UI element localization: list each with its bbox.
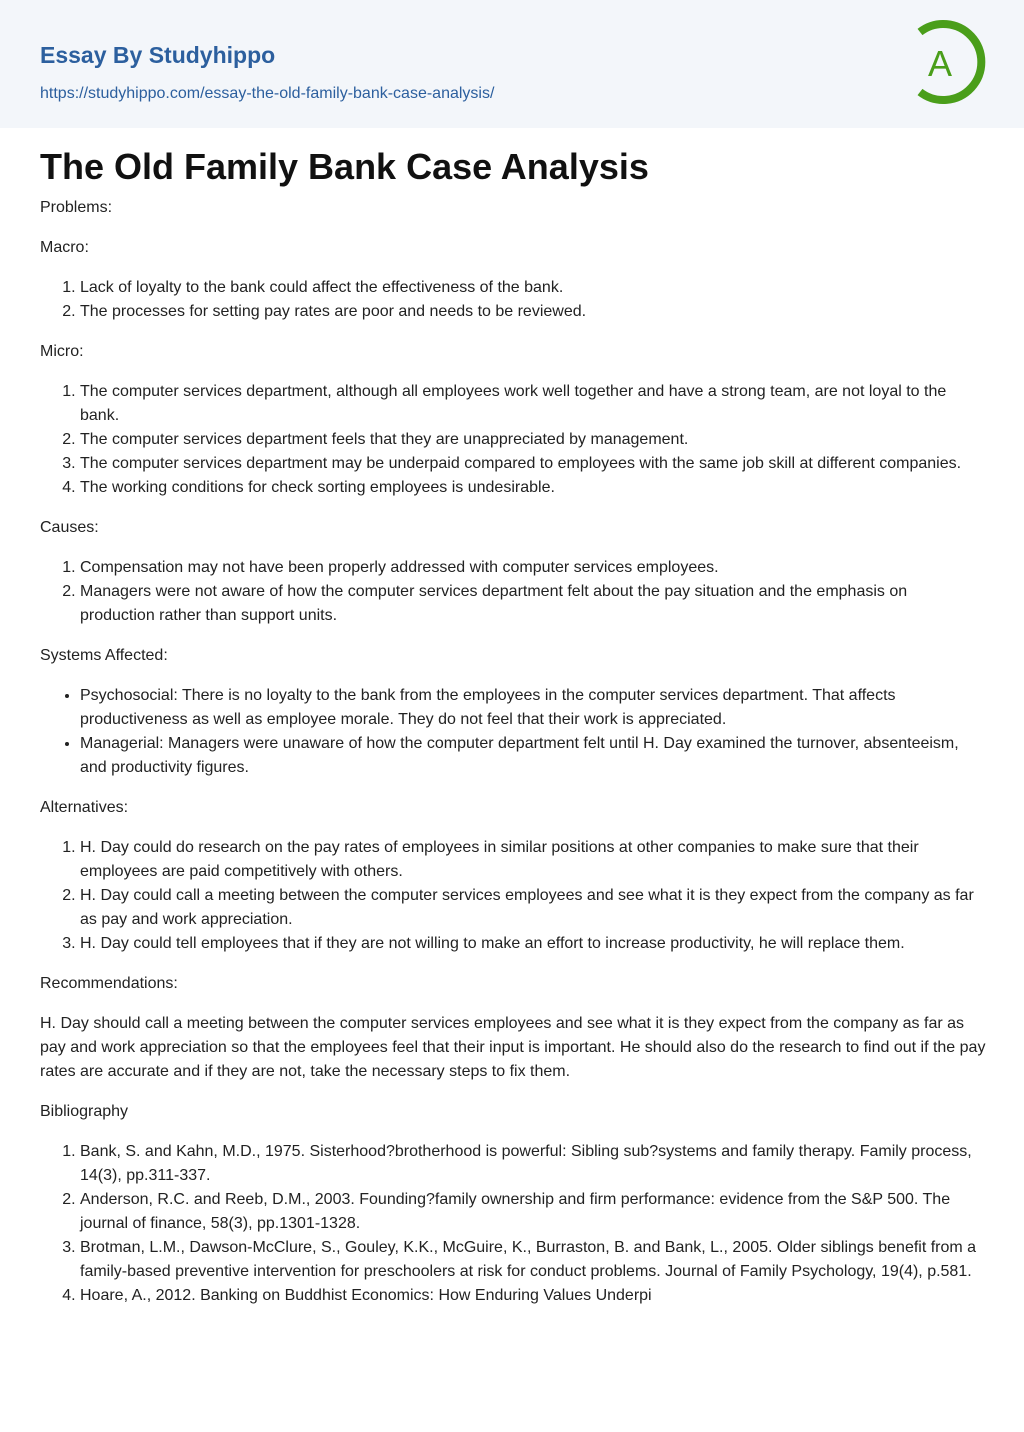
recommendations-paragraph: H. Day should call a meeting between the computer services employees and see what it is they expect from the company as far as pay and work appreciation so that the employees feel that their input is important. He should also do the research to find out if the pay rates are accurate and if they are not, take the necessary steps to fix them. <box>40 1015 986 1080</box>
page-title: The Old Family Bank Case Analysis <box>40 146 649 187</box>
section-heading-systems-affected: Systems Affected: <box>40 647 168 664</box>
list-item: 4. The working conditions for check sorting employees is undesirable. <box>80 476 986 500</box>
svg-text:A: A <box>927 43 953 84</box>
alternatives-list <box>40 836 986 956</box>
section-heading-bibliography: Bibliography <box>40 1103 129 1120</box>
macro-list <box>40 276 986 324</box>
bibliography-item: 3. Brotman, L.M., Dawson-McClure, S., Gouley, K.K., McGuire, K., Burraston, B. and Bank, L., 2005. Older siblings benefit from a family-based preventive intervention for preschoolers at risk for conduct problems. Journal of Family Psychology, 19(4), p.581. <box>80 1236 986 1284</box>
list-item: 3. H. Day could tell employees that if they are not willing to make an effort to increase productivity, he will replace them. <box>80 932 986 956</box>
list-item: 2. The computer services department feels that they are unappreciated by management. <box>80 428 986 452</box>
systems-list <box>40 684 986 780</box>
section-heading-macro: Macro: <box>40 239 89 256</box>
list-item: 2. The processes for setting pay rates are poor and needs to be reviewed. <box>80 300 986 324</box>
section-heading-causes: Causes: <box>40 519 99 536</box>
essay-body <box>40 196 986 1324</box>
bibliography-list <box>40 1140 986 1308</box>
bibliography-item: 1. Bank, S. and Kahn, M.D., 1975. Sisterhood?brotherhood is powerful: Sibling sub?systems and family therapy. Family process, 14(3), pp.311-337. <box>80 1140 986 1188</box>
bibliography-item: 4. Hoare, A., 2012. Banking on Buddhist Economics: How Enduring Values Underpi <box>80 1284 986 1308</box>
brand-title[interactable]: Essay By Studyhippo <box>40 42 276 68</box>
section-heading-alternatives: Alternatives: <box>40 799 129 816</box>
list-item: 2. Managers were not aware of how the computer services department felt about the pay situation and the emphasis on production rather than support units. <box>80 580 986 628</box>
list-item: 1. H. Day could do research on the pay rates of employees in similar positions at other companies to make sure that their employees are paid competitively with others. <box>80 836 986 884</box>
causes-list <box>40 556 986 628</box>
bibliography-item: 2. Anderson, R.C. and Reeb, D.M., 2003. Founding?family ownership and firm performance: evidence from the S&P 500. The journal of finance, 58(3), pp.1301-1328. <box>80 1188 986 1236</box>
list-item: 1. Lack of loyalty to the bank could affect the effectiveness of the bank. <box>80 276 986 300</box>
section-heading-micro: Micro: <box>40 343 84 360</box>
list-item: • Psychosocial: There is no loyalty to the bank from the employees in the computer services department. That affects productiveness as well as employee morale. They do not feel that their work is appreciated. <box>80 684 986 732</box>
studyhippo-logo-icon[interactable] <box>906 18 990 106</box>
list-item: 2. H. Day could call a meeting between the computer services employees and see what it is they expect from the company as far as pay and work appreciation. <box>80 884 986 932</box>
list-item: 1. The computer services department, although all employees work well together and have a strong team, are not loyal to the bank. <box>80 380 986 428</box>
list-item: • Managerial: Managers were unaware of how the computer department felt until H. Day examined the turnover, absenteeism, and productivity figures. <box>80 732 986 780</box>
list-item: 1. Compensation may not have been properly addressed with computer services employees. <box>80 556 986 580</box>
micro-list <box>40 380 986 500</box>
section-heading-problems: Problems: <box>40 199 113 216</box>
section-heading-recommendations: Recommendations: <box>40 975 178 992</box>
list-item: 3. The computer services department may be underpaid compared to employees with the same job skill at different companies. <box>80 452 986 476</box>
page-url-link[interactable]: https://studyhippo.com/essay-the-old-family-bank-case-analysis/ <box>40 85 495 102</box>
